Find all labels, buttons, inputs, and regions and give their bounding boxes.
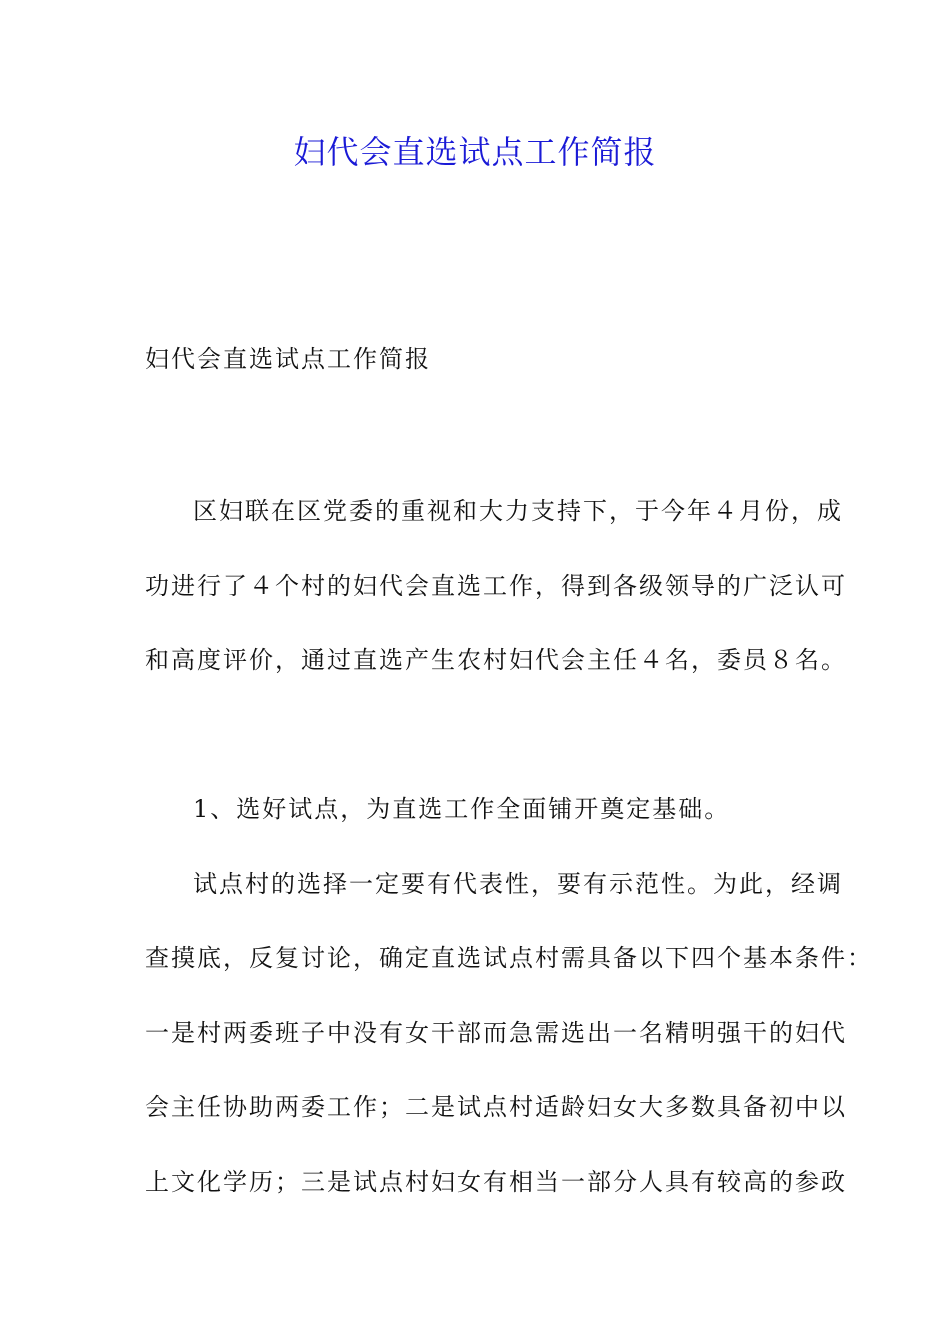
paragraph-line: 功进行了４个村的妇代会直选工作，得到各级领导的广泛认可 xyxy=(145,572,847,600)
paragraph-line: 试点村的选择一定要有代表性，要有示范性。为此，经调 xyxy=(193,870,843,898)
paragraph-line: 一是村两委班子中没有女干部而急需选出一名精明强干的妇代 xyxy=(145,1019,847,1047)
paragraph-line: 上文化学历；三是试点村妇女有相当一部分人具有较高的参政 xyxy=(145,1168,847,1196)
document-subtitle: 妇代会直选试点工作简报 xyxy=(145,345,431,373)
paragraph-line: 区妇联在区党委的重视和大力支持下，于今年４月份，成 xyxy=(193,497,843,525)
document-title: 妇代会直选试点工作简报 xyxy=(293,133,657,171)
paragraph-line: 查摸底，反复讨论，确定直选试点村需具备以下四个基本条件： xyxy=(145,944,873,972)
section-heading: 1、选好试点，为直选工作全面铺开奠定基础。 xyxy=(193,795,731,823)
paragraph-line: 会主任协助两委工作；二是试点村适龄妇女大多数具备初中以 xyxy=(145,1093,847,1121)
paragraph-line: 和高度评价，通过直选产生农村妇代会主任４名，委员８名。 xyxy=(145,646,847,674)
